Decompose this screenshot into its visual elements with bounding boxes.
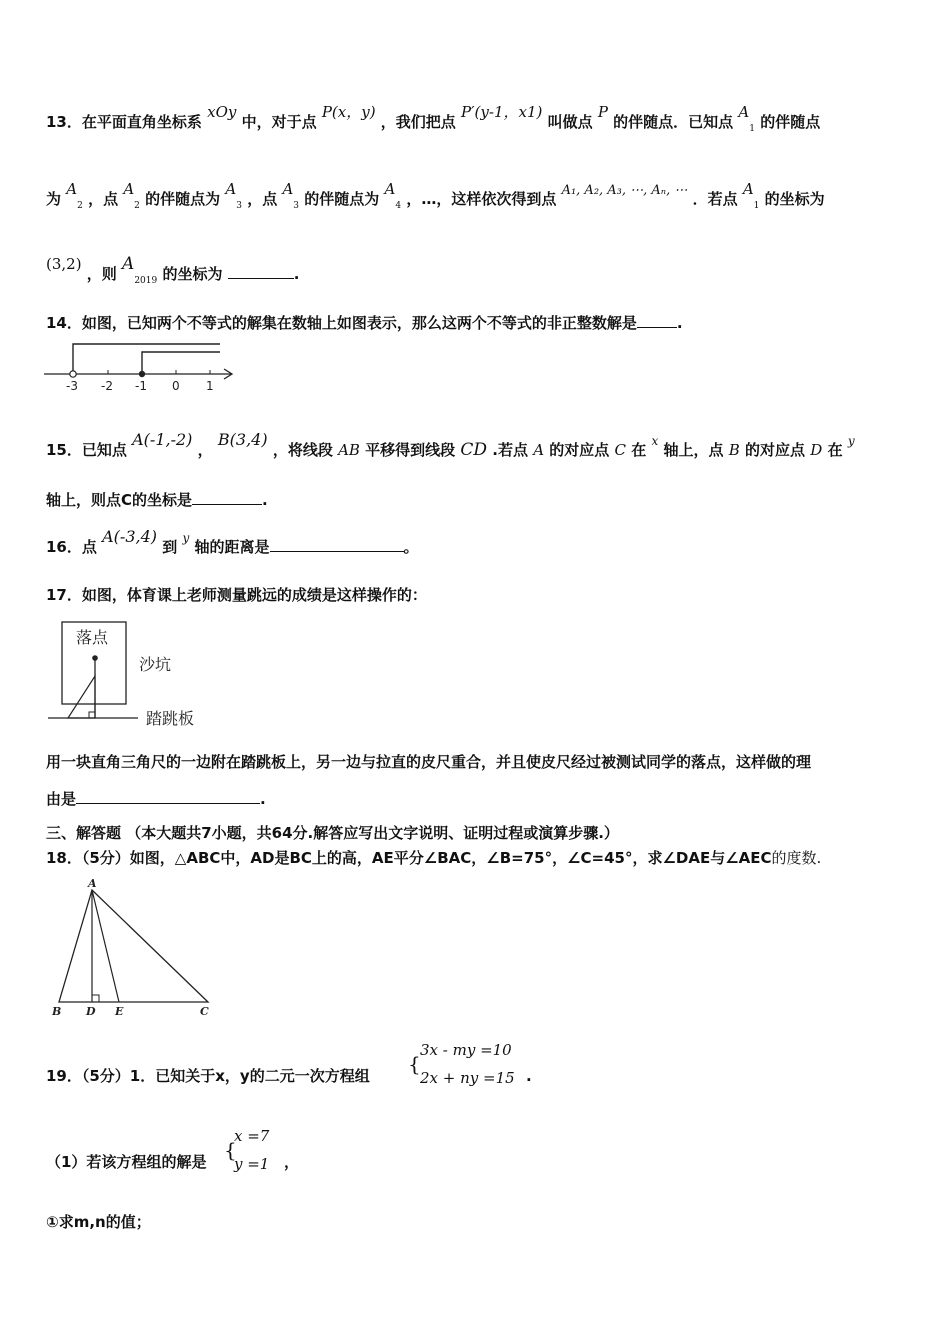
solution-x: x =7 xyxy=(234,1127,270,1145)
closed-circle xyxy=(139,371,145,377)
answer-blank xyxy=(192,490,262,505)
q17-line3: 由是 . xyxy=(46,790,266,808)
q13-line2: 为 $A_2$ ，点 $A_2$ 的伴随点为 $A_3$ ，点 $A_3$ 的伴随点为 $A_4$ ，…，这样依次得到点 A₁, A₂, A₃, ⋯, Aₙ, ⋯ ．若点 $A_1$ 的坐标为 xyxy=(46,180,825,211)
landing-point xyxy=(92,655,98,661)
right-angle-mark xyxy=(92,995,99,1002)
solution-ray-right xyxy=(142,352,220,374)
q19-sub1: （1）若该方程组的解是 xyxy=(46,1153,207,1171)
vertex-label-b: B xyxy=(52,1005,62,1018)
tick-label: -1 xyxy=(135,379,147,393)
q15-line2: 轴上，则点C的坐标是 . xyxy=(46,491,268,509)
vertex-label-d: D xyxy=(86,1005,96,1018)
q18-line: 18．（5分）如图，△ABC中，AD是BC上的高，AE平分∠BAC，∠B=75°，∠C=45°，求∠DAE与∠AEC的度数. xyxy=(46,849,822,867)
q19-part1: ①求m,n的值； xyxy=(46,1213,151,1231)
bisector-ae xyxy=(92,890,119,1002)
vertex-label-c: C xyxy=(200,1005,209,1018)
math-point-b: B(3,4) xyxy=(217,430,268,449)
number-line-figure xyxy=(44,340,240,396)
math-p-prime: P′(y-1，x1) xyxy=(461,103,543,121)
math-xoy: xOy xyxy=(207,103,237,121)
q14-line: 14．如图，已知两个不等式的解集在数轴上如图表示，那么这两个不等式的非正整数解是 . xyxy=(46,314,683,332)
vertex-label-e: E xyxy=(115,1005,124,1018)
equation-1: 3x - my =10 xyxy=(420,1041,512,1059)
answer-blank xyxy=(637,313,677,328)
section-title: 三、解答题 （本大题共7小题，共64分.解答应写出文字说明、证明过程或演算步骤.） xyxy=(46,824,619,842)
triangle-figure xyxy=(48,876,220,1020)
solution-ray-left xyxy=(73,344,220,374)
q13-line1: 13．在平面直角坐标系 xOy 中，对于点 P(x，y) ，我们把点 P′(y-1，x1) 叫做点 P 的伴随点．已知点 $A_1$ 的伴随点 xyxy=(46,103,821,134)
q15-line1: 15．已知点 A(-1,-2) ， B(3,4) ，将线段 AB 平移得到线段 CD .若点 A 的对应点 C 在 $^x$ 轴上，点 B 的对应点 D 在 $^y$ xyxy=(46,430,855,460)
tick-label: 0 xyxy=(172,379,180,393)
answer-blank xyxy=(76,789,260,804)
label-landing: 落点 xyxy=(76,628,109,647)
triangle-abc xyxy=(59,890,208,1002)
equation-brace: { xyxy=(408,1052,421,1076)
equation-2: 2x + ny =15 xyxy=(420,1069,515,1087)
solution-y: y =1 xyxy=(234,1155,270,1173)
math-coord: (3,2) xyxy=(46,255,82,273)
math-point-a: A(-1,-2) xyxy=(132,430,193,449)
q19-end: . xyxy=(526,1067,532,1085)
math-p: P(x，y) xyxy=(321,103,376,121)
tick-label: -2 xyxy=(101,379,113,393)
math-sequence: A₁, A₂, A₃, ⋯, Aₙ, ⋯ xyxy=(561,183,688,198)
answer-blank xyxy=(228,264,294,279)
label-sandpit: 沙坑 xyxy=(139,655,172,674)
q13-line3: (3,2) ，则 $A_{2019}$ 的坐标为 . xyxy=(46,254,300,286)
solution-brace: { xyxy=(224,1138,237,1162)
long-jump-figure xyxy=(48,618,218,736)
tick-label: 1 xyxy=(206,379,214,393)
q19-line: 19．（5分）1．已知关于x，y的二元一次方程组 xyxy=(46,1067,370,1085)
q16-line: 16．点 A(-3,4) 到 $^y$ 轴的距离是 。 xyxy=(46,527,419,556)
vertex-label-a: A xyxy=(88,877,97,890)
q19-sub1-end: ， xyxy=(284,1153,300,1171)
q17-line1: 17．如图，体育课上老师测量跳远的成绩是这样操作的： xyxy=(46,586,427,604)
right-angle-mark xyxy=(89,712,95,718)
math-point-a: A(-3,4) xyxy=(102,527,157,546)
q17-line2: 用一块直角三角尺的一边附在踏跳板上，另一边与拉直的皮尺重合，并且使皮尺经过被测试同学的落点，这样做的理 xyxy=(46,753,812,771)
tick-label: -3 xyxy=(66,379,78,393)
answer-blank xyxy=(270,537,404,552)
open-circle xyxy=(70,371,76,377)
label-board: 踏跳板 xyxy=(146,709,195,728)
